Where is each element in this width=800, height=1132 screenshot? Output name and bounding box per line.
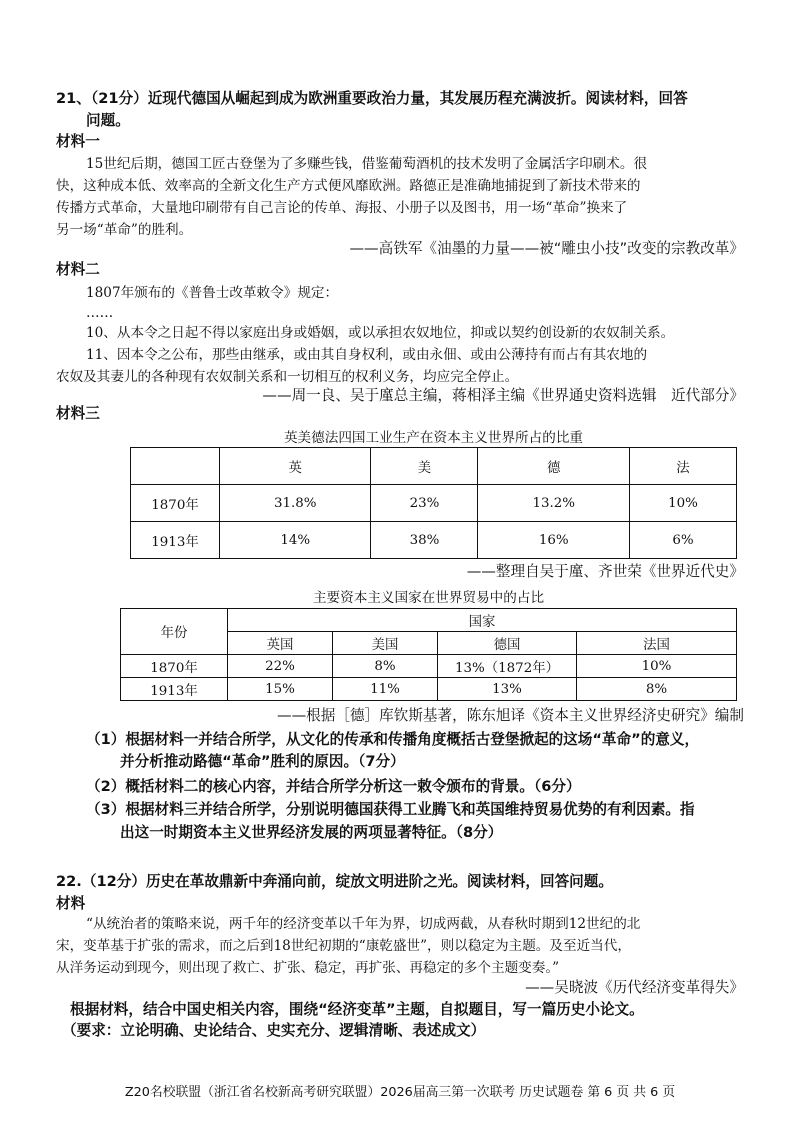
table-cell: 23% <box>371 485 478 522</box>
table-row <box>121 678 737 701</box>
table-header-cell: 德国 <box>438 632 577 655</box>
table-header-cell: 英国 <box>228 632 333 655</box>
table-cell: 31.8% <box>220 485 371 522</box>
question-1-cont: 并分析推动路德“革命”胜利的原因。（7分） <box>120 753 405 770</box>
table-cell: 14% <box>220 522 371 559</box>
table-cell: 6% <box>629 522 736 559</box>
table-cell: 8% <box>333 655 438 678</box>
table-row <box>131 485 737 522</box>
table-cell: 1870年 <box>131 485 220 522</box>
question-3-cont: 出这一时期资本主义世界经济发展的两项显著特征。（8分） <box>120 824 503 841</box>
table-header-cell: 美国 <box>333 632 438 655</box>
q22-requirement: （要求：立论明确、史论结合、史实充分、逻辑清晰、表述成文） <box>62 1022 486 1039</box>
industry-share-table <box>130 447 737 559</box>
table-header-cell: 法国 <box>577 632 737 655</box>
table-header-row <box>131 448 737 485</box>
material2-line: 10、从本令之日起不得以家庭出身或婚姻，或以承担农奴地位，抑或以契约创设新的农奴制关系。 <box>86 325 675 341</box>
q22-material-heading: 材料 <box>56 895 86 912</box>
table-cell: 13% <box>438 678 577 701</box>
table-cell: 13.2% <box>478 485 629 522</box>
table-cell: 22% <box>228 655 333 678</box>
material3-heading: 材料三 <box>56 405 100 422</box>
table-row <box>131 522 737 559</box>
table-cell: 16% <box>478 522 629 559</box>
q22-stem: 22.（12分）历史在革故鼎新中奔涌向前，绽放文明进阶之光。阅读材料，回答问题。 <box>56 873 613 890</box>
table-cell: 1913年 <box>121 678 228 701</box>
material1-heading: 材料一 <box>56 133 100 150</box>
material2-line: 1807年颁布的《普鲁士改革敕令》规定： <box>86 285 339 301</box>
q22-material-line: “从统治者的策略来说，两千年的经济变革以千年为界，切成两截，从春秋时期到12世纪的北 <box>86 916 641 932</box>
material1-line: 传播方式革命，大量地印刷带有自己言论的传单、海报、小册子以及图书，用一场“革命”换来了 <box>56 200 628 216</box>
table1-source: ——整理自吴于廑、齐世荣《世界近代史》 <box>466 563 744 580</box>
table-cell: 11% <box>333 678 438 701</box>
material1-source: ——高铁军《油墨的力量——被“雕虫小技”改变的宗教改革》 <box>349 240 744 257</box>
q22-material-line: 宋，变革基于扩张的需求，而之后到18世纪初期的“康乾盛世”，则以稳定为主题。及至近当代， <box>56 938 631 954</box>
material2-source: ——周一良、吴于廑总主编，蒋相泽主编《世界通史资料选辑 近代部分》 <box>262 387 744 404</box>
table-cell: 1870年 <box>121 655 228 678</box>
table-header-cell <box>131 448 220 485</box>
question-2: （2）概括材料二的核心内容，并结合所学分析这一敕令颁布的背景。（6分） <box>86 778 581 795</box>
table-cell: 15% <box>228 678 333 701</box>
year-header-cell: 年份 <box>121 609 228 655</box>
q21-stem-line1: 21、（21分）近现代德国从崛起到成为欧洲重要政治力量，其发展历程充满波折。阅读材料，回答 <box>56 90 688 107</box>
table-cell: 10% <box>577 655 737 678</box>
table1-title: 英美德法四国工业生产在资本主义世界所占的比重 <box>283 430 584 446</box>
material2-line: …… <box>86 305 114 321</box>
table-header-cell: 英 <box>220 448 371 485</box>
table-header-cell: 法 <box>629 448 736 485</box>
table2-source: ——根据［德］库钦斯基著，陈东旭译《资本主义世界经济史研究》编制 <box>276 707 744 724</box>
table-header-row <box>121 609 737 632</box>
table-cell: 13%（1872年） <box>438 655 577 678</box>
table-cell: 1913年 <box>131 522 220 559</box>
table-header-cell: 美 <box>371 448 478 485</box>
question-3: （3）根据材料三并结合所学，分别说明德国获得工业腾飞和英国维持贸易优势的有利因素。指 <box>86 801 695 818</box>
table-row <box>121 655 737 678</box>
table-header-cell: 德 <box>478 448 629 485</box>
table-cell: 38% <box>371 522 478 559</box>
material1-line: 快，这种成本低、效率高的全新文化生产方式便风靡欧洲。路德正是准确地捕捉到了新技术带来的 <box>56 178 641 194</box>
q21-stem-line2: 问题。 <box>86 112 130 129</box>
material2-heading: 材料二 <box>56 261 100 278</box>
table2-title: 主要资本主义国家在世界贸易中的占比 <box>312 590 545 606</box>
material2-line: 农奴及其妻儿的各种现有农奴制关系和一切相互的权利义务，均应完全停止。 <box>56 369 519 385</box>
table-cell: 10% <box>629 485 736 522</box>
country-group-header: 国家 <box>228 609 737 632</box>
q22-source: ——吴晓波《历代经济变革得失》 <box>525 979 744 996</box>
material1-line: 15世纪后期，德国工匠古登堡为了多赚些钱，借鉴葡萄酒机的技术发明了金属活字印刷术。很 <box>86 156 648 172</box>
q22-material-line: 从洋务运动到现今，则出现了救亡、扩张、稳定，再扩张、再稳定的多个主题变奏。” <box>56 960 560 976</box>
table-cell: 8% <box>577 678 737 701</box>
trade-share-table <box>120 608 737 701</box>
material2-line: 11、因本令之公布，那些由继承，或由其自身权利，或由永佃、或由公薄持有而占有其农地的 <box>86 347 648 363</box>
q22-task: 根据材料，结合中国史相关内容，围绕“经济变革”主题，自拟题目，写一篇历史小论文。 <box>70 1001 644 1018</box>
question-1: （1）根据材料一并结合所学，从文化的传承和传播角度概括古登堡掀起的这场“革命”的意义， <box>86 731 700 748</box>
material1-line: 另一场“革命”的胜利。 <box>56 222 193 238</box>
page-footer: Z20名校联盟（浙江省名校新高考研究联盟）2026届高三第一次联考 历史试题卷 第 6 页 共 6 页 <box>124 1085 676 1100</box>
